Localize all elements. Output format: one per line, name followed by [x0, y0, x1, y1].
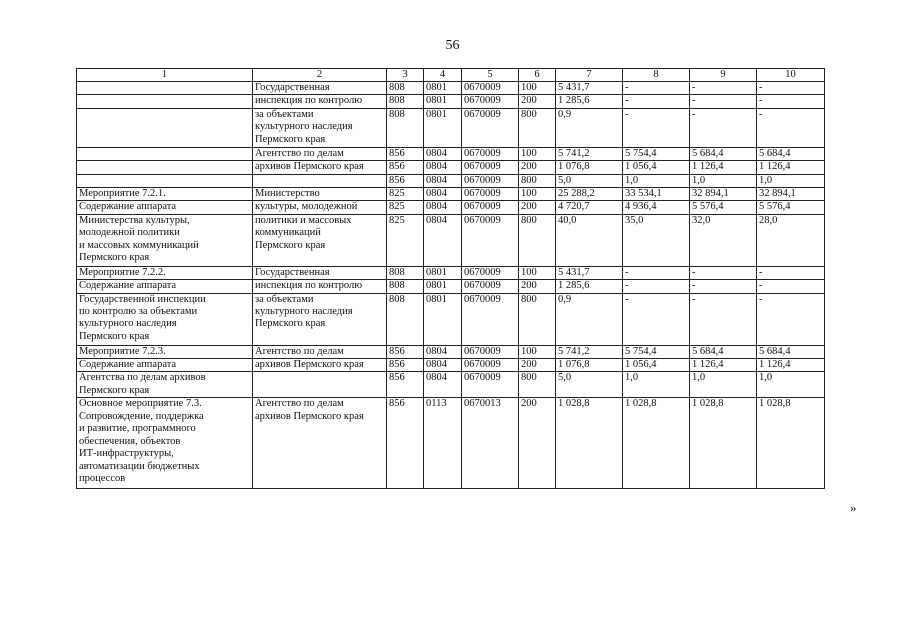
table-cell-c1: [77, 95, 253, 108]
table-cell-c3: 808: [387, 266, 424, 279]
table-cell-c9: -: [690, 108, 757, 147]
table-cell-c2: [253, 174, 387, 187]
table-row: [77, 293, 825, 345]
header-cell: 9: [690, 69, 757, 82]
table-cell-c9: 32 894,1: [690, 188, 757, 201]
table-cell-c1: Агентства по делам архивов Пермского края: [77, 372, 253, 398]
table-cell-c6: 100: [519, 345, 556, 358]
header-cell: 2: [253, 69, 387, 82]
table-cell-c8: -: [623, 108, 690, 147]
table-cell-c8: -: [623, 280, 690, 293]
table-row: [77, 266, 825, 279]
table-row: [77, 214, 825, 266]
table-cell-c9: 1 028,8: [690, 398, 757, 489]
table-cell-c9: 5 684,4: [690, 345, 757, 358]
table-cell-c2: политики и массовых коммуникаций Пермского края: [253, 214, 387, 266]
table-cell-c3: 808: [387, 108, 424, 147]
table-cell-c2: за объектами культурного наследия Пермского края: [253, 108, 387, 147]
table-cell-c7: 0,9: [556, 293, 623, 345]
table-cell-c8: 4 936,4: [623, 201, 690, 214]
table-cell-c10: 32 894,1: [757, 188, 825, 201]
table-cell-c4: 0804: [424, 372, 462, 398]
table-cell-c3: 856: [387, 161, 424, 174]
table-cell-c8: 35,0: [623, 214, 690, 266]
table-cell-c3: 856: [387, 174, 424, 187]
table-cell-c2: инспекция по контролю: [253, 280, 387, 293]
header-cell: 1: [77, 69, 253, 82]
table-cell-c4: 0804: [424, 359, 462, 372]
table-cell-c10: -: [757, 293, 825, 345]
table-cell-c10: 5 684,4: [757, 345, 825, 358]
table-cell-c6: 100: [519, 188, 556, 201]
table-row: [77, 345, 825, 358]
table-cell-c3: 856: [387, 359, 424, 372]
table-cell-c9: -: [690, 266, 757, 279]
table-row: [77, 372, 825, 398]
table-cell-c7: 5 741,2: [556, 345, 623, 358]
table-cell-c5: 0670009: [462, 82, 519, 95]
table-cell-c7: 4 720,7: [556, 201, 623, 214]
table-row: [77, 82, 825, 95]
table-cell-c7: 5 431,7: [556, 266, 623, 279]
table-cell-c9: 1,0: [690, 174, 757, 187]
table-cell-c10: 1 028,8: [757, 398, 825, 489]
header-cell: 10: [757, 69, 825, 82]
table-cell-c5: 0670009: [462, 147, 519, 160]
table-cell-c5: 0670009: [462, 214, 519, 266]
table-cell-c6: 200: [519, 161, 556, 174]
table-cell-c9: 1 126,4: [690, 161, 757, 174]
table-cell-c8: -: [623, 266, 690, 279]
table-cell-c6: 100: [519, 266, 556, 279]
table-cell-c9: 5 576,4: [690, 201, 757, 214]
table-cell-c10: 1,0: [757, 372, 825, 398]
table-cell-c2: Агентство по делам: [253, 147, 387, 160]
table-cell-c2: инспекция по контролю: [253, 95, 387, 108]
table-cell-c7: 1 285,6: [556, 95, 623, 108]
table-cell-c6: 200: [519, 201, 556, 214]
table-cell-c5: 0670013: [462, 398, 519, 489]
table-cell-c2: архивов Пермского края: [253, 359, 387, 372]
table-cell-c9: 5 684,4: [690, 147, 757, 160]
table-cell-c4: 0801: [424, 95, 462, 108]
budget-table: [76, 68, 825, 489]
table-cell-c3: 825: [387, 188, 424, 201]
table-cell-c1: Содержание аппарата: [77, 201, 253, 214]
table-cell-c4: 0801: [424, 266, 462, 279]
table-cell-c8: 1,0: [623, 174, 690, 187]
table-cell-c10: -: [757, 82, 825, 95]
table-cell-c8: -: [623, 95, 690, 108]
table-cell-c3: 856: [387, 372, 424, 398]
table-cell-c10: 1 126,4: [757, 359, 825, 372]
table-cell-c1: Содержание аппарата: [77, 280, 253, 293]
header-cell: 8: [623, 69, 690, 82]
table-cell-c8: 1 056,4: [623, 359, 690, 372]
table-cell-c9: -: [690, 293, 757, 345]
table-row: [77, 108, 825, 147]
table-cell-c1: [77, 161, 253, 174]
table-row: [77, 95, 825, 108]
table-cell-c10: -: [757, 280, 825, 293]
table-cell-c1: Основное мероприятие 7.3. Сопровождение, поддержка и развитие, программного обеспечения, объектов ИТ-инфраструктуры, автоматизации бюджетных процессов: [77, 398, 253, 489]
table-cell-c6: 800: [519, 214, 556, 266]
table-cell-c4: 0801: [424, 280, 462, 293]
table-cell-c7: 1 028,8: [556, 398, 623, 489]
table-cell-c4: 0804: [424, 201, 462, 214]
header-cell: 6: [519, 69, 556, 82]
table-cell-c8: -: [623, 82, 690, 95]
table-cell-c3: 808: [387, 95, 424, 108]
table-cell-c6: 100: [519, 147, 556, 160]
table-cell-c3: 825: [387, 214, 424, 266]
table-cell-c6: 200: [519, 280, 556, 293]
table-cell-c3: 856: [387, 147, 424, 160]
table-cell-c4: 0804: [424, 188, 462, 201]
table-cell-c8: -: [623, 293, 690, 345]
table-cell-c8: 1,0: [623, 372, 690, 398]
table-cell-c6: 800: [519, 108, 556, 147]
table-cell-c7: 40,0: [556, 214, 623, 266]
table-cell-c1: [77, 82, 253, 95]
table-cell-c4: 0804: [424, 345, 462, 358]
table-cell-c10: 1,0: [757, 174, 825, 187]
table-cell-c3: 808: [387, 82, 424, 95]
table-cell-c10: -: [757, 95, 825, 108]
table-cell-c2: Агентство по делам архивов Пермского края: [253, 398, 387, 489]
table-cell-c8: 5 754,4: [623, 147, 690, 160]
table-cell-c9: -: [690, 95, 757, 108]
table-row: [77, 174, 825, 187]
table-cell-c5: 0670009: [462, 174, 519, 187]
table-cell-c6: 200: [519, 359, 556, 372]
table-cell-c5: 0670009: [462, 266, 519, 279]
table-cell-c4: 0801: [424, 82, 462, 95]
table-cell-c7: 0,9: [556, 108, 623, 147]
table-cell-c10: 5 576,4: [757, 201, 825, 214]
table-cell-c2: архивов Пермского края: [253, 161, 387, 174]
table-row: [77, 359, 825, 372]
table-cell-c4: 0113: [424, 398, 462, 489]
table-cell-c10: -: [757, 266, 825, 279]
table-row: [77, 161, 825, 174]
table-cell-c6: 200: [519, 398, 556, 489]
header-cell: 4: [424, 69, 462, 82]
table-cell-c3: 856: [387, 345, 424, 358]
table-cell-c1: Мероприятие 7.2.2.: [77, 266, 253, 279]
table-cell-c3: 808: [387, 293, 424, 345]
table-cell-c5: 0670009: [462, 161, 519, 174]
table-cell-c1: Министерства культуры, молодежной политики и массовых коммуникаций Пермского края: [77, 214, 253, 266]
table-cell-c7: 1 076,8: [556, 161, 623, 174]
table-cell-c5: 0670009: [462, 188, 519, 201]
table-cell-c8: 5 754,4: [623, 345, 690, 358]
page-number: 56: [445, 38, 460, 53]
table-cell-c3: 808: [387, 280, 424, 293]
table-cell-c7: 5 431,7: [556, 82, 623, 95]
table-cell-c8: 33 534,1: [623, 188, 690, 201]
header-cell: 5: [462, 69, 519, 82]
table-cell-c3: 825: [387, 201, 424, 214]
table-cell-c5: 0670009: [462, 293, 519, 345]
table-cell-c1: Содержание аппарата: [77, 359, 253, 372]
table-cell-c6: 100: [519, 82, 556, 95]
table-cell-c5: 0670009: [462, 372, 519, 398]
table-cell-c5: 0670009: [462, 280, 519, 293]
table-cell-c4: 0801: [424, 108, 462, 147]
header-row: [77, 69, 825, 82]
header-cell: 3: [387, 69, 424, 82]
table-cell-c4: 0804: [424, 214, 462, 266]
table-cell-c1: [77, 147, 253, 160]
table-cell-c9: 32,0: [690, 214, 757, 266]
table-cell-c7: 25 288,2: [556, 188, 623, 201]
table-cell-c5: 0670009: [462, 359, 519, 372]
table-cell-c10: 1 126,4: [757, 161, 825, 174]
table-cell-c2: за объектами культурного наследия Пермского края: [253, 293, 387, 345]
table-cell-c5: 0670009: [462, 95, 519, 108]
table-cell-c3: 856: [387, 398, 424, 489]
table-cell-c10: -: [757, 108, 825, 147]
table-row: [77, 147, 825, 160]
table-cell-c6: 800: [519, 293, 556, 345]
table-cell-c9: -: [690, 280, 757, 293]
table-cell-c7: 5 741,2: [556, 147, 623, 160]
table-cell-c7: 5,0: [556, 372, 623, 398]
table-cell-c9: 1,0: [690, 372, 757, 398]
table-row: [77, 188, 825, 201]
table-cell-c4: 0804: [424, 161, 462, 174]
table-cell-c1: Мероприятие 7.2.1.: [77, 188, 253, 201]
table-cell-c2: Министерство: [253, 188, 387, 201]
table-cell-c2: [253, 372, 387, 398]
header-cell: 7: [556, 69, 623, 82]
table-cell-c4: 0804: [424, 147, 462, 160]
table-cell-c2: Государственная: [253, 82, 387, 95]
table-cell-c4: 0804: [424, 174, 462, 187]
table-cell-c1: Мероприятие 7.2.3.: [77, 345, 253, 358]
table-cell-c2: культуры, молодежной: [253, 201, 387, 214]
table-cell-c2: Агентство по делам: [253, 345, 387, 358]
table-cell-c1: [77, 174, 253, 187]
table-cell-c4: 0801: [424, 293, 462, 345]
table-cell-c7: 5,0: [556, 174, 623, 187]
table-row: [77, 201, 825, 214]
table-cell-c9: 1 126,4: [690, 359, 757, 372]
table-cell-c5: 0670009: [462, 345, 519, 358]
table-cell-c1: Государственной инспекции по контролю за объектами культурного наследия Пермского края: [77, 293, 253, 345]
table-cell-c5: 0670009: [462, 108, 519, 147]
table-cell-c6: 800: [519, 174, 556, 187]
closing-quote: »: [850, 500, 857, 515]
table-cell-c8: 1 028,8: [623, 398, 690, 489]
table-cell-c5: 0670009: [462, 201, 519, 214]
table-cell-c7: 1 285,6: [556, 280, 623, 293]
table-cell-c1: [77, 108, 253, 147]
table-cell-c6: 200: [519, 95, 556, 108]
table-cell-c9: -: [690, 82, 757, 95]
table-cell-c2: Государственная: [253, 266, 387, 279]
table-cell-c6: 800: [519, 372, 556, 398]
table-cell-c10: 28,0: [757, 214, 825, 266]
table-cell-c7: 1 076,8: [556, 359, 623, 372]
table-row: [77, 398, 825, 489]
table-cell-c10: 5 684,4: [757, 147, 825, 160]
table-cell-c8: 1 056,4: [623, 161, 690, 174]
table-row: [77, 280, 825, 293]
